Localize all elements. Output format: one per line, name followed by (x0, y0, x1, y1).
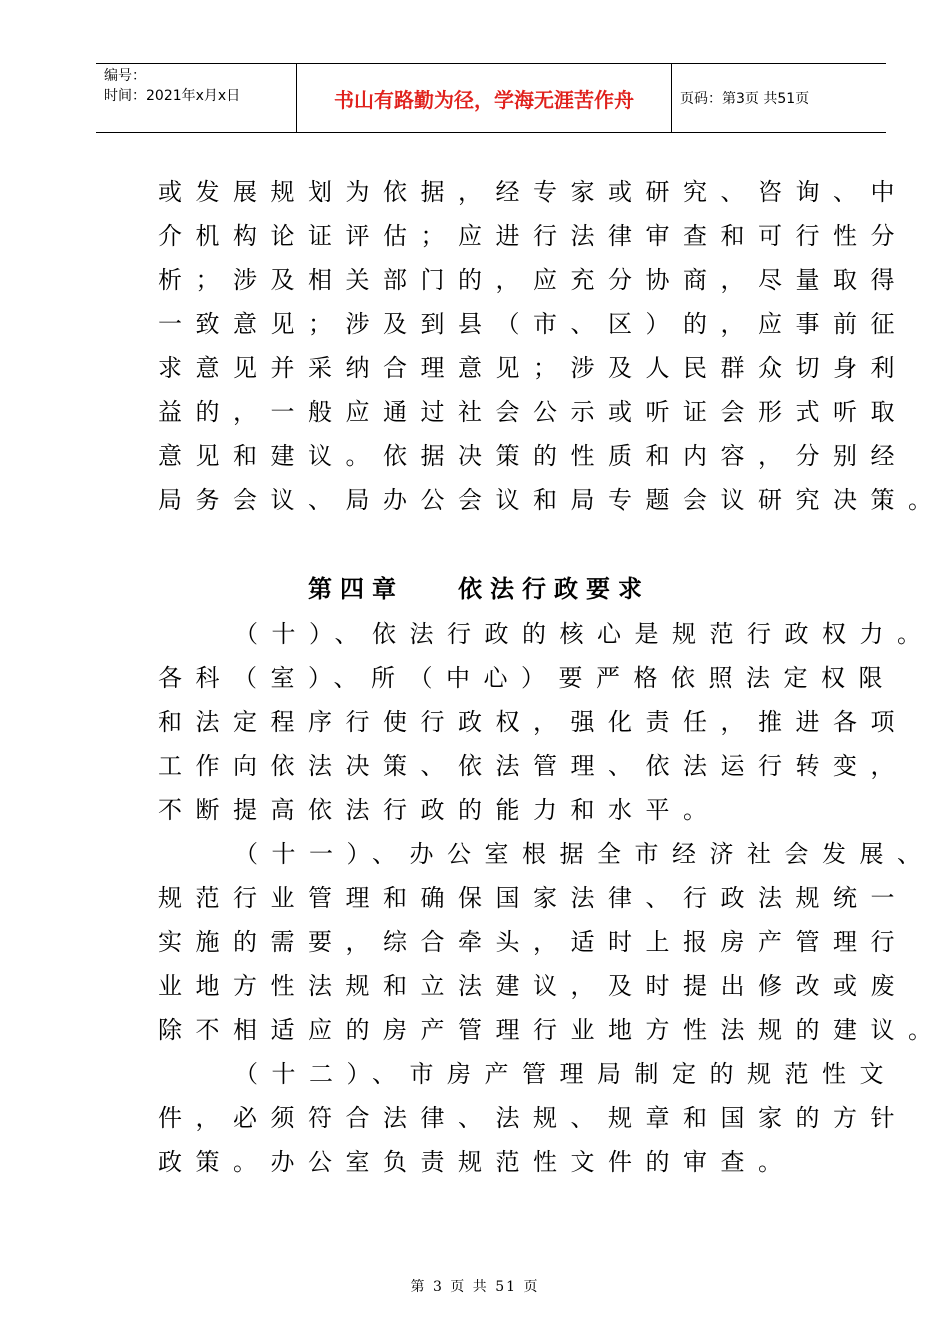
document-body (158, 170, 946, 1184)
paragraph-1 (158, 170, 946, 522)
header-motto-cell (296, 64, 672, 132)
section-gap (158, 522, 840, 566)
text-line: 不断提高依法行政的能力和水平。 (158, 796, 721, 824)
number-label: 编号： (104, 68, 146, 84)
text-line: （十二）、市房产管理局制定的规范性文 (234, 1060, 897, 1088)
text-line: 一致意见；涉及到县（市、区）的，应事前征 (158, 310, 908, 338)
chapter-heading (158, 566, 840, 612)
text-line: 业地方性法规和立法建议，及时提出修改或废 (158, 972, 908, 1000)
text-line: （十）、依法行政的核心是规范行政权力。 (234, 620, 935, 648)
text-line: 求意见并采纳合理意见；涉及人民群众切身利 (158, 354, 908, 382)
time-label: 时间：2021年x月x日 (104, 88, 241, 104)
text-line: 局务会议、局办公会议和局专题会议研究决策。 (158, 486, 946, 514)
motto: 书山有路勤为径，学海无涯苦作舟 (334, 88, 634, 112)
page-header (96, 63, 886, 133)
paragraph-4 (158, 1052, 908, 1184)
paragraph-3 (158, 832, 946, 1052)
text-line: 实施的需要，综合牵头，适时上报房产管理行 (158, 928, 908, 956)
chapter-title: 依法行政要求 (458, 574, 650, 603)
chapter-number: 第四章 (308, 574, 404, 603)
text-line: 益的，一般应通过社会公示或听证会形式听取 (158, 398, 908, 426)
page-info: 页码：第3页 共51页 (680, 91, 810, 107)
text-line: 析；涉及相关部门的，应充分协商，尽量取得 (158, 266, 908, 294)
text-line: 或发展规划为依据，经专家或研究、咨询、中 (158, 178, 908, 206)
header-page-cell (672, 64, 886, 132)
text-line: 意见和建议。依据决策的性质和内容，分别经 (158, 442, 908, 470)
text-line: 规范行业管理和确保国家法律、行政法规统一 (158, 884, 908, 912)
text-line: 介机构论证评估；应进行法律审查和可行性分 (158, 222, 908, 250)
text-line: 件，必须符合法律、法规、规章和国家的方针 (158, 1104, 908, 1132)
header-meta-cell (96, 64, 296, 132)
page-footer: 第 3 页 共 51 页 (410, 1279, 540, 1295)
text-line: （十一）、办公室根据全市经济社会发展、 (234, 840, 935, 868)
text-line: 政策。办公室负责规范性文件的审查。 (158, 1148, 796, 1176)
paragraph-2 (158, 612, 935, 832)
text-line: 除不相适应的房产管理行业地方性法规的建议。 (158, 1016, 946, 1044)
text-line: 各科（室）、所（中心）要严格依照法定权限 (158, 664, 896, 692)
text-line: 和法定程序行使行政权，强化责任，推进各项 (158, 708, 908, 736)
text-line: 工作向依法决策、依法管理、依法运行转变， (158, 752, 908, 780)
